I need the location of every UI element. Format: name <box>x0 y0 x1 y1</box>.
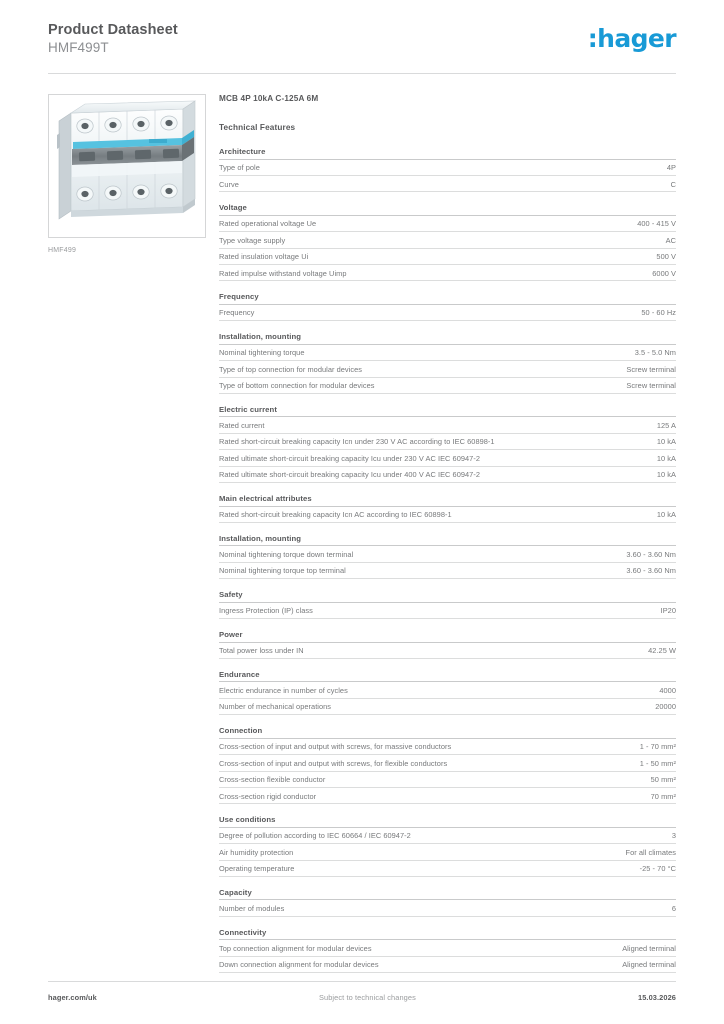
spec-row <box>219 861 676 877</box>
spec-section <box>219 630 676 659</box>
product-image <box>48 94 206 238</box>
page-title: Product Datasheet <box>48 22 178 38</box>
spec-row <box>219 957 676 973</box>
footer-divider <box>48 981 676 982</box>
spec-value: 6000 V <box>652 268 676 278</box>
spec-label: Down connection alignment for modular devices <box>219 960 379 970</box>
spec-value: 50 - 60 Hz <box>641 308 676 318</box>
spec-label: Type of top connection for modular devices <box>219 364 363 374</box>
spec-label: Degree of pollution according to IEC 60664 / IEC 60947-2 <box>219 831 411 841</box>
product-name: MCB 4P 10kA C-125A 6M <box>219 94 319 104</box>
spec-value: 3 <box>671 831 676 841</box>
footer-disclaimer: Subject to technical changes <box>318 993 416 1002</box>
spec-section-title: Architecture <box>219 147 676 160</box>
spec-value: 10 kA <box>656 510 676 520</box>
spec-label: Type voltage supply <box>219 235 286 245</box>
spec-label: Curve <box>219 179 239 189</box>
spec-value: 50 mm² <box>650 775 676 785</box>
spec-label: Cross-section of input and output with screws, for massive conductors <box>219 742 452 752</box>
spec-value: 42.25 W <box>648 646 676 656</box>
spec-value: 400 - 415 V <box>637 219 676 229</box>
spec-label: Type of pole <box>219 163 260 173</box>
spec-label: Cross-section rigid conductor <box>219 791 317 801</box>
spec-section <box>219 888 676 917</box>
spec-row <box>219 772 676 788</box>
spec-section <box>219 494 676 523</box>
spec-label: Cross-section of input and output with screws, for flexible conductors <box>219 758 448 768</box>
spec-row <box>219 467 676 483</box>
spec-row <box>219 305 676 321</box>
specifications-table <box>219 147 676 973</box>
footer-website[interactable]: hager.com/uk <box>48 993 97 1002</box>
spec-label: Type of bottom connection for modular devices <box>219 381 375 391</box>
spec-section <box>219 670 676 715</box>
spec-value: 1 - 50 mm² <box>639 758 676 768</box>
spec-label: Rated insulation voltage Ui <box>219 252 309 262</box>
spec-row <box>219 643 676 659</box>
spec-row <box>219 450 676 466</box>
footer-date: 15.03.2026 <box>638 993 676 1002</box>
spec-section-title: Safety <box>219 590 676 603</box>
spec-value: 125 A <box>656 421 676 431</box>
spec-label: Top connection alignment for modular devices <box>219 943 372 953</box>
product-image-column <box>48 94 210 254</box>
spec-label: Operating temperature <box>219 864 295 874</box>
spec-label: Number of mechanical operations <box>219 702 332 712</box>
spec-section-title: Use conditions <box>219 815 676 828</box>
spec-value: 3.60 - 3.60 Nm <box>626 566 676 576</box>
spec-value: 500 V <box>656 252 676 262</box>
spec-value: 70 mm² <box>650 791 676 801</box>
spec-section <box>219 405 676 483</box>
spec-label: Rated operational voltage Ue <box>219 219 317 229</box>
product-image-caption: HMF499 <box>48 247 77 255</box>
spec-value: Screw terminal <box>626 381 676 391</box>
spec-label: Cross-section flexible conductor <box>219 775 326 785</box>
spec-section <box>219 203 676 281</box>
spec-section-title: Electric current <box>219 405 676 418</box>
spec-section-title: Endurance <box>219 670 676 683</box>
spec-row <box>219 788 676 804</box>
spec-value: 10 kA <box>656 437 676 447</box>
spec-value: AC <box>665 235 676 245</box>
spec-section-title: Connectivity <box>219 928 676 941</box>
spec-section <box>219 147 676 192</box>
spec-label: Nominal tightening torque down terminal <box>219 549 354 559</box>
spec-label: Total power loss under IN <box>219 646 304 656</box>
spec-row <box>219 900 676 916</box>
spec-value: 20000 <box>655 702 676 712</box>
page-footer <box>48 981 676 1002</box>
spec-value: Aligned terminal <box>622 960 676 970</box>
spec-row <box>219 699 676 715</box>
spec-row <box>219 755 676 771</box>
spec-row <box>219 216 676 232</box>
spec-section <box>219 928 676 973</box>
hager-logo: :hager <box>587 24 676 53</box>
spec-section-title: Main electrical attributes <box>219 494 676 507</box>
spec-section <box>219 292 676 321</box>
spec-label: Frequency <box>219 308 255 318</box>
spec-value: 3.5 - 5.0 Nm <box>634 348 676 358</box>
spec-row <box>219 739 676 755</box>
spec-row <box>219 378 676 394</box>
spec-value: 10 kA <box>656 453 676 463</box>
spec-row <box>219 176 676 192</box>
spec-label: Nominal tightening torque top terminal <box>219 566 346 576</box>
spec-label: Nominal tightening torque <box>219 348 305 358</box>
spec-section <box>219 590 676 619</box>
spec-section-title: Installation, mounting <box>219 332 676 345</box>
page-content <box>48 74 676 984</box>
spec-value: 6 <box>671 904 676 914</box>
spec-value: 4P <box>666 163 676 173</box>
spec-row <box>219 361 676 377</box>
spec-row <box>219 232 676 248</box>
spec-label: Rated short-circuit breaking capacity Icn under 230 V AC according to IEC 60898-1 <box>219 437 495 447</box>
spec-row <box>219 249 676 265</box>
spec-row <box>219 563 676 579</box>
spec-label: Rated ultimate short-circuit breaking capacity Icu under 230 V AC IEC 60947-2 <box>219 453 481 463</box>
spec-section-title: Installation, mounting <box>219 534 676 547</box>
spec-row <box>219 507 676 523</box>
spec-section <box>219 726 676 804</box>
header-titles <box>48 22 178 56</box>
specifications-column <box>210 94 676 984</box>
spec-section-title: Power <box>219 630 676 643</box>
spec-label: Electric endurance in number of cycles <box>219 686 348 696</box>
spec-value: 4000 <box>659 686 676 696</box>
spec-section-title: Capacity <box>219 888 676 901</box>
technical-features-heading: Technical Features <box>219 123 296 133</box>
page-header <box>48 0 676 56</box>
spec-value: -25 - 70 °C <box>639 864 676 874</box>
product-reference-subtitle: HMF499T <box>48 40 109 56</box>
spec-value: 1 - 70 mm² <box>639 742 676 752</box>
spec-row <box>219 345 676 361</box>
mcb-circuit-breaker-illustration <box>49 95 205 237</box>
spec-row <box>219 603 676 619</box>
spec-label: Ingress Protection (IP) class <box>219 606 313 616</box>
spec-section <box>219 534 676 579</box>
spec-section-title: Frequency <box>219 292 676 305</box>
spec-section <box>219 332 676 394</box>
spec-label: Rated ultimate short-circuit breaking capacity Icu under 400 V AC IEC 60947-2 <box>219 470 481 480</box>
spec-label: Rated impulse withstand voltage Uimp <box>219 268 347 278</box>
spec-value: Screw terminal <box>626 364 676 374</box>
spec-label: Rated short-circuit breaking capacity Icn AC according to IEC 60898-1 <box>219 510 452 520</box>
spec-row <box>219 546 676 562</box>
spec-row <box>219 682 676 698</box>
spec-value: 3.60 - 3.60 Nm <box>626 549 676 559</box>
spec-label: Rated current <box>219 421 265 431</box>
spec-value: IP20 <box>660 606 676 616</box>
spec-row <box>219 434 676 450</box>
spec-section-title: Connection <box>219 726 676 739</box>
spec-row <box>219 265 676 281</box>
spec-row <box>219 940 676 956</box>
spec-value: Aligned terminal <box>622 943 676 953</box>
spec-row <box>219 417 676 433</box>
spec-label: Air humidity protection <box>219 847 294 857</box>
spec-value: For all climates <box>625 847 676 857</box>
spec-row <box>219 160 676 176</box>
spec-row <box>219 828 676 844</box>
spec-label: Number of modules <box>219 904 285 914</box>
spec-section-title: Voltage <box>219 203 676 216</box>
spec-value: C <box>670 179 676 189</box>
spec-section <box>219 815 676 877</box>
spec-row <box>219 844 676 860</box>
spec-value: 10 kA <box>656 470 676 480</box>
